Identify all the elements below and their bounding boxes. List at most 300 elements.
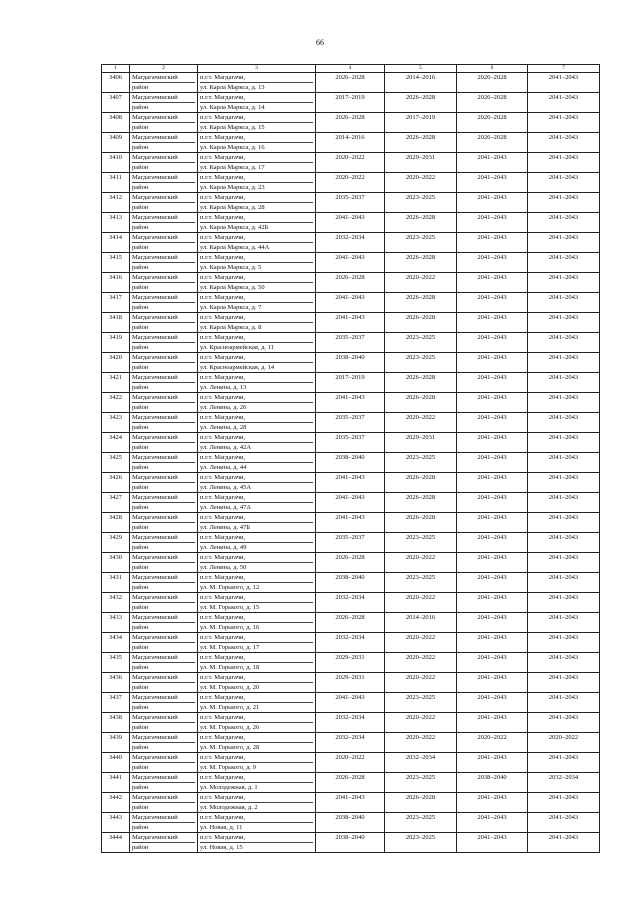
district-line: Магдагачинский (132, 753, 195, 763)
district-cell (130, 393, 198, 413)
period-col-4: 2026–2028 (316, 773, 385, 793)
address-line: ул. Молодежная, д. 1 (200, 784, 258, 791)
address-cell (198, 253, 316, 273)
address-line: п.г.т. Магдагачи, (200, 833, 313, 843)
district-line: Магдагачинский (132, 473, 195, 483)
period-col-7: 2041–2043 (528, 713, 600, 733)
district-line: Магдагачинский (132, 313, 195, 323)
period-col-4: 2032–2034 (316, 733, 385, 753)
district-line: Магдагачинский (132, 773, 195, 783)
district-line: Магдагачинский (132, 333, 195, 343)
table-row (102, 173, 600, 193)
district-line: Магдагачинский (132, 393, 195, 403)
district-cell (130, 673, 198, 693)
period-col-4: 2041–2043 (316, 313, 385, 333)
record-number: 3425 (102, 453, 130, 473)
address-cell (198, 693, 316, 713)
period-col-6: 2041–2043 (457, 693, 528, 713)
address-cell (198, 573, 316, 593)
period-col-7: 2041–2043 (528, 173, 600, 193)
period-col-5: 2026–2028 (385, 473, 457, 493)
address-line: п.г.т. Магдагачи, (200, 253, 313, 263)
district-line: район (132, 564, 149, 571)
address-line: ул. Карла Маркса, д. 44А (200, 244, 270, 251)
period-col-6: 2041–2043 (457, 753, 528, 773)
period-col-7: 2041–2043 (528, 353, 600, 373)
district-cell (130, 633, 198, 653)
period-col-6: 2041–2043 (457, 413, 528, 433)
period-col-7: 2041–2043 (528, 193, 600, 213)
period-col-4: 2041–2043 (316, 493, 385, 513)
period-col-7: 2041–2043 (528, 553, 600, 573)
period-col-5: 2017–2019 (385, 113, 457, 133)
table-row (102, 393, 600, 413)
address-line: ул. Ленина, д. 42А (200, 444, 252, 451)
district-cell (130, 573, 198, 593)
district-line: Магдагачинский (132, 673, 195, 683)
period-col-4: 2017–2019 (316, 373, 385, 393)
page-number: 66 (316, 38, 324, 47)
address-line: п.г.т. Магдагачи, (200, 593, 313, 603)
district-cell (130, 133, 198, 153)
address-cell (198, 93, 316, 113)
address-cell (198, 613, 316, 633)
period-col-5: 2023–2025 (385, 573, 457, 593)
address-cell (198, 333, 316, 353)
address-cell (198, 493, 316, 513)
period-col-7: 2041–2043 (528, 413, 600, 433)
period-col-6: 2041–2043 (457, 433, 528, 453)
period-col-5: 2020–2022 (385, 593, 457, 613)
address-line: п.г.т. Магдагачи, (200, 633, 313, 643)
table-row (102, 73, 600, 93)
address-line: ул. Карла Маркса, д. 16 (200, 144, 265, 151)
period-col-4: 2026–2028 (316, 113, 385, 133)
period-col-6: 2041–2043 (457, 513, 528, 533)
address-cell (198, 273, 316, 293)
column-number: 5 (385, 65, 457, 73)
district-line: район (132, 344, 149, 351)
period-col-6: 2041–2043 (457, 333, 528, 353)
period-col-6: 2026–2028 (457, 133, 528, 153)
period-col-7: 2041–2043 (528, 273, 600, 293)
period-col-4: 2026–2028 (316, 553, 385, 573)
period-col-4: 2041–2043 (316, 393, 385, 413)
period-col-4: 2020–2022 (316, 173, 385, 193)
period-col-5: 2023–2025 (385, 353, 457, 373)
period-col-6: 2041–2043 (457, 833, 528, 853)
district-cell (130, 173, 198, 193)
address-line: ул. Красноармейская, д. 11 (200, 344, 274, 351)
table-row (102, 713, 600, 733)
district-cell (130, 153, 198, 173)
period-col-6: 2020–2022 (457, 733, 528, 753)
record-number: 3419 (102, 333, 130, 353)
table-row (102, 753, 600, 773)
address-cell (198, 173, 316, 193)
period-col-7: 2041–2043 (528, 313, 600, 333)
district-cell (130, 453, 198, 473)
district-line: Магдагачинский (132, 833, 195, 843)
period-col-6: 2041–2043 (457, 453, 528, 473)
district-line: Магдагачинский (132, 173, 195, 183)
district-line: Магдагачинский (132, 613, 195, 623)
record-number: 3406 (102, 73, 130, 93)
address-cell (198, 833, 316, 853)
district-line: район (132, 664, 149, 671)
table-row (102, 133, 600, 153)
record-number: 3411 (102, 173, 130, 193)
period-col-5: 2020–2022 (385, 273, 457, 293)
address-cell (198, 533, 316, 553)
address-line: п.г.т. Магдагачи, (200, 713, 313, 723)
address-cell (198, 713, 316, 733)
district-line: район (132, 304, 149, 311)
table-row (102, 253, 600, 273)
address-line: ул. М. Горького, д. 26 (200, 724, 260, 731)
district-line: район (132, 84, 149, 91)
address-cell (198, 153, 316, 173)
address-line: ул. М. Горького, д. 18 (200, 664, 260, 671)
period-col-5: 2020–2022 (385, 553, 457, 573)
address-line: п.г.т. Магдагачи, (200, 773, 313, 783)
period-col-4: 2020–2022 (316, 153, 385, 173)
address-line: п.г.т. Магдагачи, (200, 193, 313, 203)
period-col-6: 2041–2043 (457, 793, 528, 813)
period-col-6: 2026–2028 (457, 73, 528, 93)
district-line: Магдагачинский (132, 453, 195, 463)
period-col-4: 2038–2040 (316, 353, 385, 373)
record-number: 3418 (102, 313, 130, 333)
district-line: Магдагачинский (132, 653, 195, 663)
period-col-5: 2023–2025 (385, 533, 457, 553)
period-col-4: 2038–2040 (316, 833, 385, 853)
period-col-7: 2041–2043 (528, 113, 600, 133)
column-number: 4 (316, 65, 385, 73)
period-col-4: 2032–2034 (316, 233, 385, 253)
period-col-7: 2041–2043 (528, 473, 600, 493)
period-col-4: 2020–2022 (316, 753, 385, 773)
table-row (102, 453, 600, 473)
address-cell (198, 313, 316, 333)
district-line: район (132, 804, 149, 811)
district-line: район (132, 544, 149, 551)
period-col-6: 2041–2043 (457, 373, 528, 393)
address-line: ул. Молодежная, д. 2 (200, 804, 258, 811)
district-line: район (132, 244, 149, 251)
period-col-7: 2041–2043 (528, 653, 600, 673)
district-line: район (132, 624, 149, 631)
record-number: 3430 (102, 553, 130, 573)
record-number: 3432 (102, 593, 130, 613)
address-line: ул. Ленина, д. 28 (200, 424, 247, 431)
table-row (102, 333, 600, 353)
record-number: 3426 (102, 473, 130, 493)
address-cell (198, 113, 316, 133)
record-number: 3429 (102, 533, 130, 553)
period-col-4: 2032–2034 (316, 713, 385, 733)
table-row (102, 293, 600, 313)
period-col-5: 2023–2025 (385, 333, 457, 353)
period-col-4: 2041–2043 (316, 793, 385, 813)
district-line: Магдагачинский (132, 353, 195, 363)
period-col-5: 2020–2022 (385, 413, 457, 433)
period-col-5: 2026–2028 (385, 793, 457, 813)
district-line: Магдагачинский (132, 593, 195, 603)
district-cell (130, 413, 198, 433)
address-cell (198, 133, 316, 153)
district-line: район (132, 404, 149, 411)
address-cell (198, 553, 316, 573)
period-col-5: 2020–2022 (385, 633, 457, 653)
period-col-4: 2035–2037 (316, 433, 385, 453)
period-col-7: 2041–2043 (528, 833, 600, 853)
district-line: район (132, 784, 149, 791)
address-line: п.г.т. Магдагачи, (200, 653, 313, 663)
address-line: п.г.т. Магдагачи, (200, 413, 313, 423)
period-col-6: 2041–2043 (457, 593, 528, 613)
period-col-7: 2041–2043 (528, 393, 600, 413)
district-line: район (132, 764, 149, 771)
district-cell (130, 833, 198, 853)
address-line: п.г.т. Магдагачи, (200, 213, 313, 223)
record-number: 3431 (102, 573, 130, 593)
record-number: 3441 (102, 773, 130, 793)
record-number: 3440 (102, 753, 130, 773)
district-line: район (132, 324, 149, 331)
address-line: ул. М. Горького, д. 20 (200, 684, 260, 691)
period-col-6: 2041–2043 (457, 813, 528, 833)
address-line: п.г.т. Магдагачи, (200, 493, 313, 503)
district-line: район (132, 824, 149, 831)
address-line: п.г.т. Магдагачи, (200, 433, 313, 443)
period-col-6: 2041–2043 (457, 473, 528, 493)
district-line: Магдагачинский (132, 73, 195, 83)
period-col-5: 2026–2028 (385, 493, 457, 513)
district-line: Магдагачинский (132, 813, 195, 823)
address-line: п.г.т. Магдагачи, (200, 393, 313, 403)
period-col-6: 2041–2043 (457, 233, 528, 253)
address-cell (198, 193, 316, 213)
column-number-row (102, 65, 600, 73)
period-col-6: 2038–2040 (457, 773, 528, 793)
period-col-7: 2041–2043 (528, 513, 600, 533)
district-line: Магдагачинский (132, 553, 195, 563)
period-col-5: 2020–2022 (385, 173, 457, 193)
period-col-6: 2041–2043 (457, 313, 528, 333)
period-col-7: 2041–2043 (528, 373, 600, 393)
address-line: ул. Ленина, д. 47Б (200, 524, 251, 531)
period-col-6: 2041–2043 (457, 653, 528, 673)
record-number: 3443 (102, 813, 130, 833)
address-line: ул. Карла Маркса, д. 7 (200, 304, 262, 311)
address-line: п.г.т. Магдагачи, (200, 233, 313, 243)
district-line: район (132, 124, 149, 131)
district-cell (130, 373, 198, 393)
period-col-6: 2041–2043 (457, 393, 528, 413)
address-cell (198, 733, 316, 753)
column-number: 6 (457, 65, 528, 73)
address-line: ул. Карла Маркса, д. 17 (200, 164, 265, 171)
district-line: район (132, 844, 149, 851)
district-line: Магдагачинский (132, 213, 195, 223)
address-line: ул. Карла Маркса, д. 13 (200, 84, 265, 91)
district-cell (130, 193, 198, 213)
district-line: Магдагачинский (132, 113, 195, 123)
period-col-7: 2041–2043 (528, 573, 600, 593)
table-row (102, 653, 600, 673)
period-col-7: 2041–2043 (528, 613, 600, 633)
district-line: Магдагачинский (132, 793, 195, 803)
period-col-5: 2023–2025 (385, 773, 457, 793)
district-line: Магдагачинский (132, 713, 195, 723)
period-col-6: 2041–2043 (457, 193, 528, 213)
district-cell (130, 73, 198, 93)
record-number: 3423 (102, 413, 130, 433)
address-cell (198, 293, 316, 313)
period-col-4: 2026–2028 (316, 613, 385, 633)
record-number: 3408 (102, 113, 130, 133)
period-col-5: 2020–2022 (385, 713, 457, 733)
address-line: п.г.т. Магдагачи, (200, 353, 313, 363)
district-line: район (132, 724, 149, 731)
district-line: район (132, 264, 149, 271)
record-number: 3422 (102, 393, 130, 413)
period-col-5: 2026–2028 (385, 213, 457, 233)
address-line: п.г.т. Магдагачи, (200, 313, 313, 323)
table-row (102, 613, 600, 633)
period-col-6: 2041–2043 (457, 493, 528, 513)
table-row (102, 273, 600, 293)
address-cell (198, 633, 316, 653)
schedule-table (101, 64, 600, 853)
district-line: район (132, 444, 149, 451)
record-number: 3417 (102, 293, 130, 313)
period-col-4: 2041–2043 (316, 213, 385, 233)
table-row (102, 773, 600, 793)
address-line: ул. М. Горького, д. 15 (200, 604, 260, 611)
district-cell (130, 273, 198, 293)
district-cell (130, 693, 198, 713)
district-cell (130, 93, 198, 113)
record-number: 3438 (102, 713, 130, 733)
district-cell (130, 493, 198, 513)
period-col-5: 2014–2016 (385, 613, 457, 633)
record-number: 3435 (102, 653, 130, 673)
period-col-5: 2026–2028 (385, 93, 457, 113)
period-col-4: 2035–2037 (316, 333, 385, 353)
table-row (102, 493, 600, 513)
district-line: район (132, 424, 149, 431)
district-line: район (132, 744, 149, 751)
record-number: 3420 (102, 353, 130, 373)
address-line: п.г.т. Магдагачи, (200, 93, 313, 103)
table-row (102, 313, 600, 333)
period-col-7: 2041–2043 (528, 153, 600, 173)
period-col-7: 2041–2043 (528, 813, 600, 833)
period-col-6: 2041–2043 (457, 353, 528, 373)
district-cell (130, 113, 198, 133)
record-number: 3424 (102, 433, 130, 453)
district-line: район (132, 164, 149, 171)
period-col-7: 2041–2043 (528, 753, 600, 773)
address-line: ул. Карла Маркса, д. 28 (200, 204, 265, 211)
district-line: район (132, 484, 149, 491)
table-row (102, 673, 600, 693)
address-line: п.г.т. Магдагачи, (200, 173, 313, 183)
address-line: ул. Ленина, д. 45А (200, 484, 252, 491)
period-col-7: 2041–2043 (528, 213, 600, 233)
period-col-7: 2041–2043 (528, 593, 600, 613)
period-col-6: 2026–2028 (457, 113, 528, 133)
period-col-5: 2026–2028 (385, 313, 457, 333)
district-cell (130, 773, 198, 793)
period-col-5: 2026–2028 (385, 373, 457, 393)
period-col-7: 2041–2043 (528, 433, 600, 453)
district-line: район (132, 144, 149, 151)
period-col-5: 2029–2031 (385, 153, 457, 173)
address-line: ул. Ленина, д. 47А (200, 504, 252, 511)
table-row (102, 573, 600, 593)
address-line: п.г.т. Магдагачи, (200, 733, 313, 743)
period-col-5: 2020–2022 (385, 733, 457, 753)
column-number: 7 (528, 65, 600, 73)
record-number: 3439 (102, 733, 130, 753)
district-line: Магдагачинский (132, 193, 195, 203)
address-cell (198, 453, 316, 473)
address-line: ул. Карла Маркса, д. 15 (200, 124, 265, 131)
period-col-4: 2038–2040 (316, 573, 385, 593)
address-cell (198, 513, 316, 533)
district-line: Магдагачинский (132, 433, 195, 443)
period-col-4: 2032–2034 (316, 633, 385, 653)
district-line: Магдагачинский (132, 413, 195, 423)
district-line: Магдагачинский (132, 373, 195, 383)
table-row (102, 353, 600, 373)
district-cell (130, 753, 198, 773)
column-number: 3 (198, 65, 316, 73)
district-cell (130, 253, 198, 273)
period-col-7: 2032–2034 (528, 773, 600, 793)
district-cell (130, 433, 198, 453)
district-line: район (132, 644, 149, 651)
period-col-5: 2023–2025 (385, 833, 457, 853)
district-cell (130, 533, 198, 553)
address-line: п.г.т. Магдагачи, (200, 573, 313, 583)
district-line: Магдагачинский (132, 513, 195, 523)
district-cell (130, 473, 198, 493)
record-number: 3407 (102, 93, 130, 113)
address-line: ул. М. Горького, д. 21 (200, 704, 260, 711)
record-number: 3436 (102, 673, 130, 693)
record-number: 3444 (102, 833, 130, 853)
record-number: 3409 (102, 133, 130, 153)
address-line: ул. М. Горького, д. 16 (200, 624, 260, 631)
district-cell (130, 553, 198, 573)
period-col-5: 2029–2031 (385, 433, 457, 453)
address-line: ул. Ленина, д. 50 (200, 564, 247, 571)
address-line: ул. Ленина, д. 44 (200, 464, 247, 471)
address-line: ул. М. Горького, д. 28 (200, 744, 260, 751)
address-cell (198, 393, 316, 413)
period-col-7: 2041–2043 (528, 233, 600, 253)
period-col-5: 2023–2025 (385, 693, 457, 713)
period-col-4: 2017–2019 (316, 93, 385, 113)
address-cell (198, 653, 316, 673)
table-row (102, 793, 600, 813)
address-cell (198, 373, 316, 393)
period-col-6: 2041–2043 (457, 173, 528, 193)
